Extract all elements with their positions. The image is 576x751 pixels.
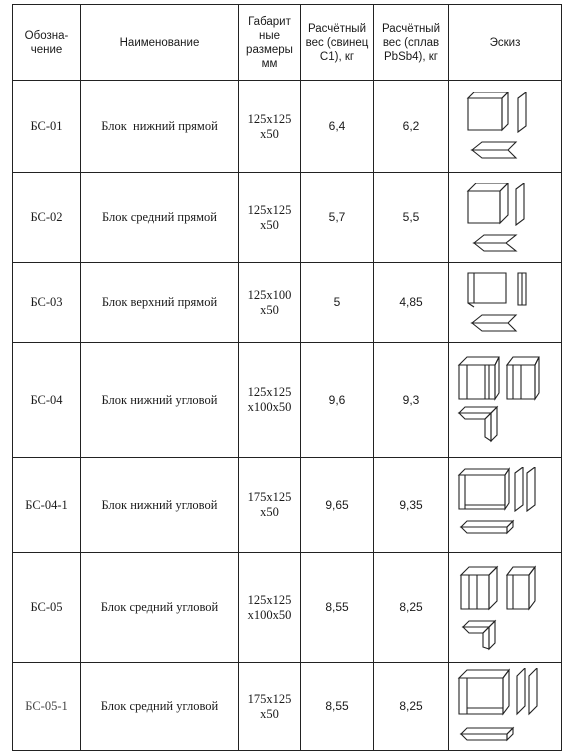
blocks-spec-table [12,4,562,751]
straight-block-sketch [449,173,562,263]
row-weight-pbsb4: 4,85 [374,263,449,343]
row-name: Блок средний угловой [81,663,239,751]
row-dimensions: 125х125 х50 [239,81,301,173]
row-weight-c1: 9,65 [301,458,374,553]
row-weight-pbsb4: 6,2 [374,81,449,173]
header-designation: Обозна- чение [13,5,81,81]
row-weight-c1: 5 [301,263,374,343]
row-weight-c1: 6,4 [301,81,374,173]
table-row [13,663,562,751]
header-weight-c1: Расчётный вес (свинец С1), кг [301,5,374,81]
row-dimensions: 125х100 х50 [239,263,301,343]
header-dimensions: Габарит ные размеры мм [239,5,301,81]
row-code: БС-05 [13,553,81,663]
row-code: БС-04-1 [13,458,81,553]
corner-block-sketch [449,553,562,663]
table-row [13,173,562,263]
table-header-row [13,5,562,81]
row-weight-pbsb4: 9,35 [374,458,449,553]
table-row [13,263,562,343]
row-code: БС-01 [13,81,81,173]
straight-block-sketch [449,81,562,173]
row-name: Блок средний прямой [81,173,239,263]
row-weight-c1: 9,6 [301,343,374,458]
row-dimensions: 175х125 х50 [239,663,301,751]
row-weight-pbsb4: 5,5 [374,173,449,263]
row-weight-c1: 8,55 [301,663,374,751]
row-code: БС-04 [13,343,81,458]
row-dimensions: 125х125 х100х50 [239,343,301,458]
header-weight-pbsb4: Расчётный вес (сплав PbSb4), кг [374,5,449,81]
row-name: Блок нижний угловой [81,458,239,553]
row-name: Блок верхний прямой [81,263,239,343]
row-dimensions: 175х125 х50 [239,458,301,553]
wide-corner-block-sketch [449,663,562,751]
header-sketch: Эскиз [449,5,562,81]
row-name: Блок нижний прямой [81,81,239,173]
table-row [13,458,562,553]
table-row [13,81,562,173]
corner-block-sketch [449,343,562,458]
row-code: БС-02 [13,173,81,263]
header-name: Наименование [81,5,239,81]
row-weight-c1: 5,7 [301,173,374,263]
row-weight-c1: 8,55 [301,553,374,663]
row-code: БС-05-1 [13,663,81,751]
table-row [13,553,562,663]
row-dimensions: 125х125 х50 [239,173,301,263]
row-code: БС-03 [13,263,81,343]
table-row [13,343,562,458]
row-name: Блок нижний угловой [81,343,239,458]
row-weight-pbsb4: 8,25 [374,663,449,751]
row-weight-pbsb4: 9,3 [374,343,449,458]
row-dimensions: 125х125 х100х50 [239,553,301,663]
row-name: Блок средний угловой [81,553,239,663]
row-weight-pbsb4: 8,25 [374,553,449,663]
straight-block-sketch [449,263,562,343]
wide-corner-block-sketch [449,458,562,553]
